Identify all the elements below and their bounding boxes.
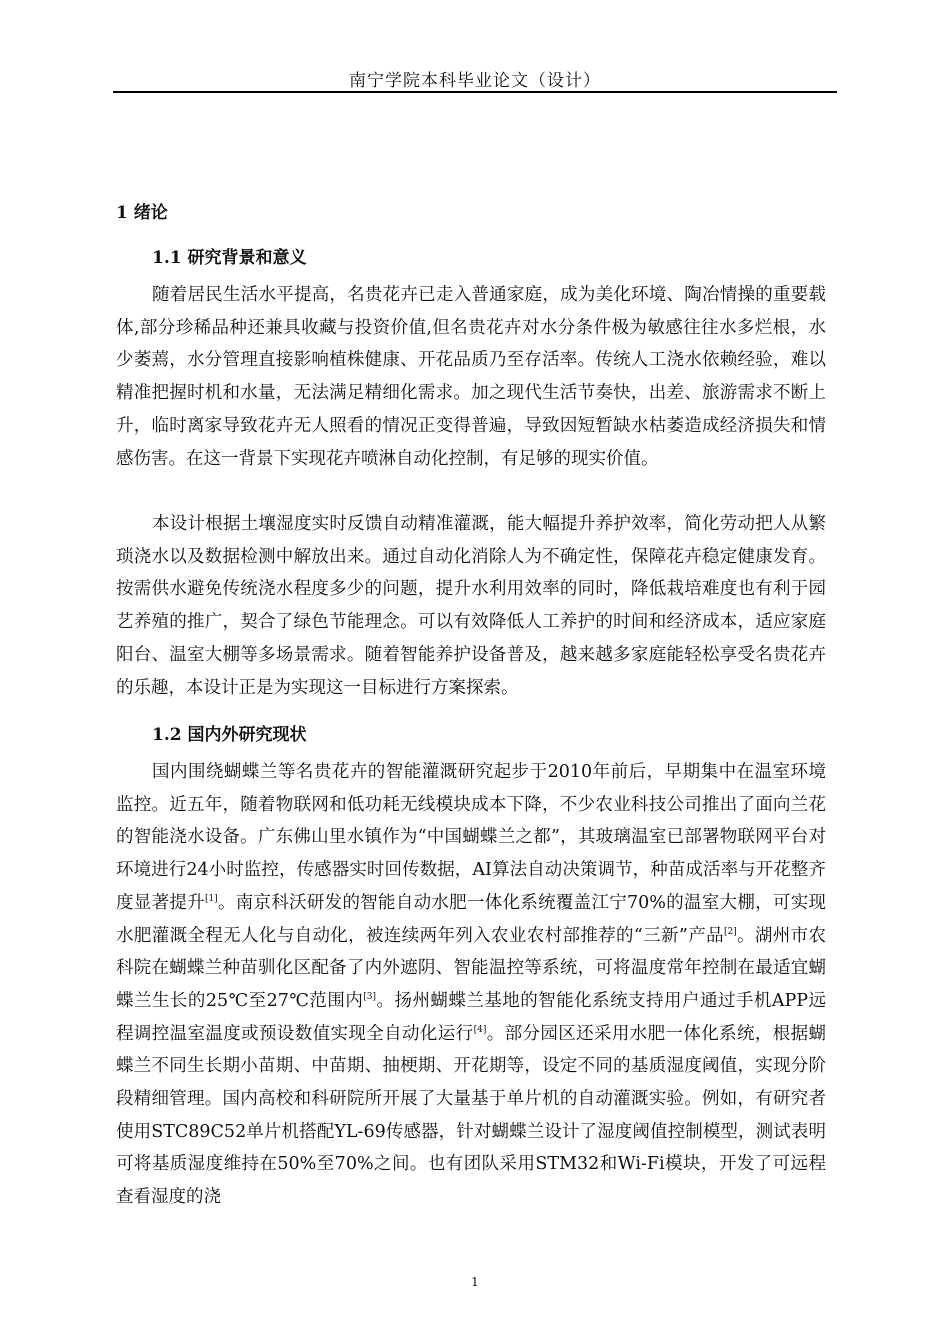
paragraph-text: 。部分园区还采用水肥一体化系统，根据蝴蝶兰不同生长期小苗期、中苗期、抽梗期、开花期等，设定不同的基质湿度阈值，实现分阶段精细管理。国内高校和科研院所开展了大量基于单片机的自动灌溉实验。例如，有研究者使用STC89C52单片机搭配YL-69传感器，针对蝴蝶兰设计了湿度阈值控制模型，测试表明可将基质湿度维持在50%至70%之间。也有团队采用STM32和Wi-Fi模块，开发了可远程查看湿度的浇 (116, 1023, 827, 1208)
page-number: 1 (471, 1275, 479, 1289)
citation-ref: [3] (363, 992, 377, 1003)
citation-ref: [2] (723, 926, 737, 937)
paragraph-background-2: 本设计根据土壤湿度实时反馈自动精准灌溉，能大幅提升养护效率，简化劳动把人从繁琐浇水以及数据检测中解放出来。通过自动化消除人为不确定性，保障花卉稳定健康发育。按需供水避免传统浇水程度多少的问题，提升水利用效率的同时，降低栽培难度也有利于园艺养殖的推广，契合了绿色节能理念。可以有效降低人工养护的时间和经济成本，适应家庭阳台、温室大棚等多场景需求。随着智能养护设备普及，越来越多家庭能轻松享受名贵花卉的乐趣，本设计正是为实现这一目标进行方案探索。 (116, 514, 826, 698)
paragraph-text: 。扬州蝴蝶兰基地的智能化系统支持用户通过手机APP远程调控温室温度或预设数值实现全自动化运行 (116, 990, 826, 1044)
section-heading-1-2: 1.2 国内外研究现状 (152, 725, 307, 745)
paragraph-text: 。湖州市农科院在蝴蝶兰种苗驯化区配备了内外遮阴、智能温控等系统，可将温度常年控制在最适宜蝴蝶兰生长的25℃至27℃范围内 (116, 925, 827, 1011)
running-header: 南宁学院本科毕业论文（设计） (349, 71, 601, 91)
section-heading-1-1: 1.1 研究背景和意义 (152, 248, 307, 268)
header-rule (113, 91, 837, 93)
citation-ref: [4] (473, 1024, 487, 1035)
paragraph-background-1: 随着居民生活水平提高，名贵花卉已走入普通家庭，成为美化环境、陶冶情操的重要载体,部分珍稀品种还兼具收藏与投资价值,但名贵花卉对水分条件极为敏感往往水多烂根，水少萎蔫，水分管理直接影响植株健康、开花品质乃至存活率。传统人工浇水依赖经验，难以精准把握时机和水量，无法满足精细化需求。加之现代生活节奏快，出差、旅游需求不断上升，临时离家导致花卉无人照看的情况正变得普遍，导致因短暂缺水枯萎造成经济损失和情感伤害。在这一背景下实现花卉喷淋自动化控制，有足够的现实价值。 (116, 285, 826, 469)
paragraph-text: 国内围绕蝴蝶兰等名贵花卉的智能灌溉研究起步于2010年前后，早期集中在温室环境监控。近五年，随着物联网和低功耗无线模块成本下降，不少农业科技公司推出了面向兰花的智能浇水设备。广东佛山里水镇作为“中国蝴蝶兰之都”，其玻璃温室已部署物联网平台对环境进行24小时监控，传感器实时回传数据，AI算法自动决策调节，种苗成活率与开花整齐度显著提升 (116, 762, 826, 913)
paragraph-text: 。南京科沃研发的智能自动水肥一体化系统覆盖江宁70%的温室大棚，可实现水肥灌溉全程无人化与自动化，被连续两年列入农业农村部推荐的“三新”产品 (116, 892, 826, 946)
citation-ref: [1] (204, 893, 218, 904)
paragraph-research-status (116, 756, 826, 1214)
chapter-heading: 1 绪论 (116, 203, 168, 223)
